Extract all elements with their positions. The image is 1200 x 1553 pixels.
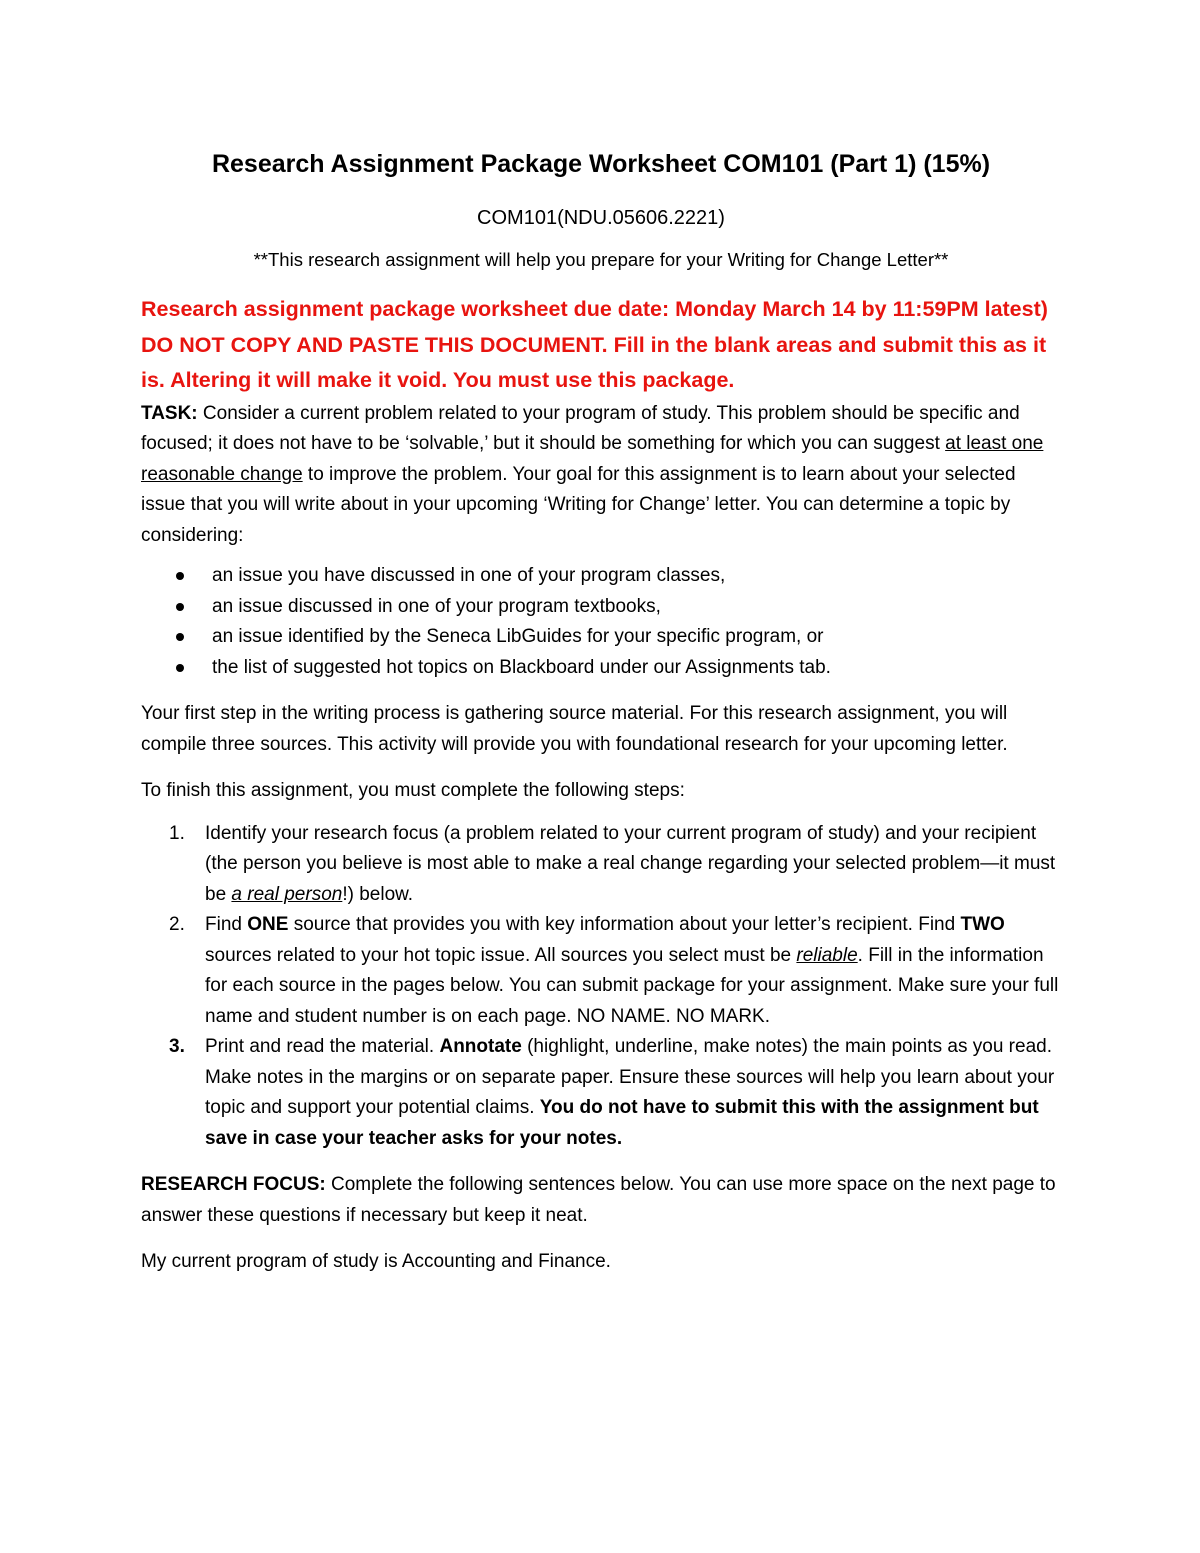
list-item [141,561,1061,592]
first-step-paragraph: Your first step in the writing process is gathering source material. For this research assignment, you will compile three sources. This activity will provide you with foundational research for your upcoming letter. [141,703,1008,755]
step-emphasis: reliable [796,944,858,966]
due-date-notice: Research assignment package worksheet due date: Monday March 14 by 11:59PM latest) DO NOT COPY AND PASTE THIS DOCUMENT. Fill in the blank areas and submit this as it is. Altering it will make it void. You must use this package. [141,297,1048,392]
step-text: . Fill in the information for each source in the pages below. You can submit package for your assignment. Make sure your full name and student number is on each page. NO NAME. NO MARK. [205,944,1059,1027]
step-number: 1. [169,822,185,844]
finish-intro: To finish this assignment, you must complete the following steps: [141,780,685,801]
bullet-text: an issue you have discussed in one of your program classes, [212,565,726,586]
step-emphasis: a real person [231,883,343,905]
list-item [141,653,1061,684]
page-title: Research Assignment Package Worksheet COM101 (Part 1) (15%) [211,150,991,178]
task-label: TASK: [141,402,198,424]
document-content [141,146,1061,1278]
step-item [141,819,1061,911]
task-text-1: Consider a current problem related to your program of study. This problem should be specific and focused; it does not have to be ‘solvable,’ but it should be something for which you can suggest [141,402,1020,454]
research-focus-text: Complete the following sentences below. You can use more space on the next page to answer these questions if necessary but keep it neat. [141,1174,1056,1226]
step-item [141,910,1061,1032]
task-underlined: at least one reasonable change [141,433,1044,485]
bullet-icon [176,664,184,672]
step-text: Print and read the material. [205,1036,440,1057]
step-bold: Annotate [439,1036,522,1057]
task-paragraph [141,399,1061,552]
help-note: **This research assignment will help you prepare for your Writing for Change Letter** [253,249,949,270]
bullet-icon [176,603,184,611]
step-bold: TWO [960,914,1005,935]
research-focus-paragraph [141,1170,1061,1231]
step-text: sources related to your hot topic issue. All sources you select must be [205,944,797,966]
step-item [141,1032,1061,1154]
course-code: COM101(NDU.05606.2221) [477,207,725,229]
task-text-2: to improve the problem. Your goal for this assignment is to learn about your selected issue that you will write about in your upcoming ‘Writing for Change’ letter. You can determine a topic by considering: [141,463,1016,546]
bullet-text: an issue discussed in one of your program textbooks, [212,595,661,617]
list-item [141,622,1061,653]
step-number: 3. [169,1036,185,1057]
research-focus-label: RESEARCH FOCUS: [141,1174,326,1195]
step-text: Identify your research focus (a problem related to your current program of study) and your recipient (the person you believe is most able to make a real change regarding your selected problem—it must be [205,822,1056,905]
bullet-text: the list of suggested hot topics on Blackboard under our Assignments tab. [212,656,831,678]
step-number: 2. [169,914,185,935]
steps-list [141,819,1061,1155]
bullet-text: an issue identified by the Seneca LibGuides for your specific program, or [212,626,824,647]
step-text: Find [205,914,248,935]
list-item [141,592,1061,623]
step-bold: You do not have to submit this with the assignment but save in case your teacher asks for your notes. [205,1097,1039,1149]
program-sentence: My current program of study is Accounting and Finance. [141,1251,611,1272]
step-text: (highlight, underline, make notes) the main points as you read. Make notes in the margins or on separate paper. Ensure these sources will help you learn about your topic and support your potential claims. [205,1036,1055,1118]
topic-options-list [141,561,1061,683]
step-text: !) below. [342,883,414,905]
step-bold: ONE [247,914,289,935]
bullet-icon [176,572,184,580]
bullet-icon [176,633,184,641]
step-text: source that provides you with key information about your letter’s recipient. Find [288,914,961,935]
